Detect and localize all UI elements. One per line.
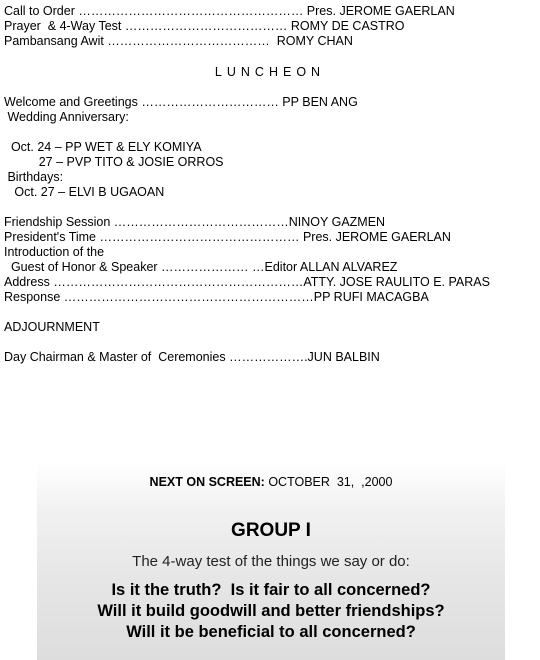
luncheon-line: Introduction of the — [4, 245, 105, 259]
luncheon-line: President's Time ………………………………………… Pres. JEROME GAERLAN — [4, 230, 451, 244]
luncheon-line: Welcome and Greetings …………………………… PP BEN ANG — [4, 95, 358, 109]
next-on-screen-date: OCTOBER 31, ,2000 — [264, 475, 393, 489]
four-way-question: Will it build goodwill and better friendships? — [97, 602, 445, 620]
next-on-screen-line — [37, 475, 505, 489]
luncheon-line: Oct. 27 – ELVI B UGAOAN — [4, 185, 165, 199]
luncheon-line: Response ……………………………………………………PP RUFI MACAGBA — [4, 290, 429, 304]
luncheon-line: Oct. 24 – PP WET & ELY KOMIYA — [4, 140, 202, 154]
luncheon-line: 27 – PVP TITO & JOSIE ORROS — [4, 155, 224, 169]
four-way-question: Will it be beneficial to all concerned? — [126, 623, 416, 641]
four-way-question: Is it the truth? Is it fair to all concerned? — [111, 581, 431, 599]
luncheon-line: Wedding Anniversary: — [4, 110, 129, 124]
program-line-pambansang-awit: Pambansang Awit ………………………………… ROMY CHAN — [4, 34, 353, 48]
program-line-call-to-order: Call to Order ……………………………………………… Pres. JEROME GAERLAN — [4, 4, 455, 18]
luncheon-line: Guest of Honor & Speaker ………………… …Editor ALLAN ALVAREZ — [4, 260, 398, 274]
program-line-prayer: Prayer & 4-Way Test ………………………………… ROMY DE CASTRO — [4, 19, 405, 33]
luncheon-title: LUNCHEON — [214, 65, 326, 79]
next-on-screen-label: NEXT ON SCREEN: — [149, 475, 265, 489]
adjournment-line: ADJOURNMENT — [4, 320, 100, 334]
luncheon-line: Friendship Session ……………………………………NINOY GAZMEN — [4, 215, 386, 229]
group-title: GROUP I — [231, 520, 311, 541]
four-way-intro: The 4-way test of the things we say or do: — [132, 553, 410, 570]
luncheon-line: Address ……………………………………………………ATTY. JOSE RAULITO E. PARAS — [4, 275, 490, 289]
next-on-screen-box — [37, 461, 505, 660]
luncheon-line: Birthdays: — [4, 170, 64, 184]
day-chairman-line: Day Chairman & Master of Ceremonies ……………….JUN BALBIN — [4, 350, 380, 364]
